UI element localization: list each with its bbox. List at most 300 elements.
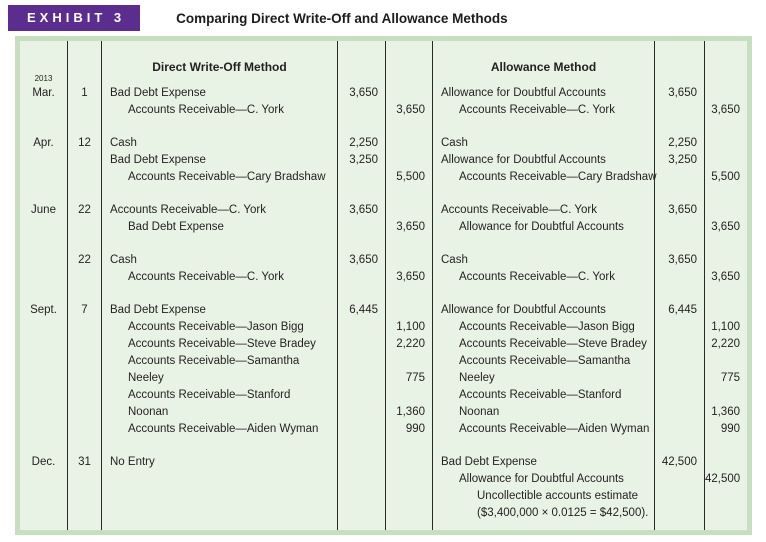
left-debit-cell	[338, 59, 386, 76]
right-debit-cell	[655, 387, 705, 404]
left-account-cell	[102, 438, 338, 454]
left-credit-cell	[386, 488, 433, 505]
left-debit-cell	[338, 286, 386, 302]
right-debit-cell	[655, 119, 705, 135]
account-title: Accounts Receivable—C. York	[459, 104, 615, 116]
left-debit-cell	[338, 119, 386, 135]
date-cell	[20, 41, 68, 59]
left-debit-cell	[338, 404, 386, 421]
left-credit-cell: 1,360	[386, 404, 433, 421]
account-title: Cash	[441, 137, 468, 149]
day-cell	[68, 438, 102, 454]
date-cell	[20, 522, 68, 530]
right-account-cell	[433, 269, 655, 286]
journal-entry-row	[20, 454, 747, 471]
right-credit-cell: 3,650	[711, 104, 740, 116]
date-cell	[20, 286, 68, 302]
account-title: Bad Debt Expense	[110, 87, 206, 99]
left-credit-cell	[386, 236, 433, 252]
right-account-cell	[433, 135, 655, 152]
left-account-cell	[102, 119, 338, 135]
account-title: Accounts Receivable—Aiden Wyman	[459, 423, 650, 435]
right-account-cell	[433, 119, 655, 135]
day-cell	[68, 269, 102, 286]
date-cell	[20, 488, 68, 505]
date-cell: 2013 Mar.	[20, 85, 68, 102]
right-debit-cell	[655, 522, 705, 530]
left-account-cell	[102, 353, 338, 370]
right-account-cell	[433, 353, 655, 370]
account-title: Neeley	[459, 372, 495, 384]
date-cell	[20, 269, 68, 286]
right-debit-cell: 3,650	[655, 252, 705, 269]
left-debit-cell	[338, 236, 386, 252]
gap-row	[20, 186, 747, 202]
exhibit-badge: EXHIBIT 3	[8, 5, 140, 31]
right-account-cell	[433, 404, 655, 421]
journal-entry-row	[20, 302, 747, 319]
journal-entry-row	[20, 387, 747, 404]
right-credit-cell: 2,220	[711, 338, 740, 350]
account-title: Accounts Receivable—Jason Bigg	[128, 321, 304, 333]
day-cell: 31	[68, 454, 102, 471]
gap-row	[20, 119, 747, 135]
journal-entry-row	[20, 74, 747, 102]
left-credit-cell	[386, 438, 433, 454]
header-bar	[0, 0, 766, 31]
right-credit-cell	[705, 85, 747, 102]
journal-entry-row	[20, 169, 747, 186]
left-credit-cell	[386, 59, 433, 76]
left-account-cell	[102, 302, 338, 319]
left-credit-cell	[386, 252, 433, 269]
right-account-cell	[433, 102, 655, 119]
left-credit-cell	[386, 85, 433, 102]
right-credit-cell	[705, 186, 747, 202]
left-account-cell	[102, 522, 338, 530]
date-cell	[20, 471, 68, 488]
account-title: Accounts Receivable—Cary Bradshaw	[128, 171, 326, 183]
right-account-cell	[433, 169, 655, 186]
right-account-cell	[433, 85, 655, 102]
right-credit-cell	[705, 236, 747, 252]
day-cell	[68, 186, 102, 202]
account-title: Accounts Receivable—Jason Bigg	[459, 321, 635, 333]
left-account-cell	[102, 85, 338, 102]
account-title: Allowance for Doubtful Accounts	[441, 304, 606, 316]
right-account-cell	[433, 252, 655, 269]
day-cell	[68, 522, 102, 530]
left-account-cell	[102, 169, 338, 186]
day-cell	[68, 404, 102, 421]
left-debit-cell: 3,650	[338, 202, 386, 219]
right-account-cell	[433, 152, 655, 169]
right-account-cell	[433, 522, 655, 530]
left-debit-cell: 6,445	[338, 302, 386, 319]
date-cell	[20, 219, 68, 236]
left-debit-cell	[338, 319, 386, 336]
right-credit-cell	[705, 438, 747, 454]
left-account-cell	[102, 336, 338, 353]
right-account-cell	[433, 302, 655, 319]
page-title: Comparing Direct Write-Off and Allowance Methods	[176, 10, 508, 26]
right-account-cell	[433, 471, 655, 488]
account-title: Cash	[110, 254, 137, 266]
account-title: Bad Debt Expense	[110, 304, 206, 316]
date-cell	[20, 353, 68, 370]
account-title: Accounts Receivable—C. York	[441, 204, 597, 216]
right-credit-cell: 1,100	[711, 321, 740, 333]
left-account-cell	[102, 102, 338, 119]
account-title: Accounts Receivable—Stanford	[128, 389, 291, 401]
right-account-cell	[433, 41, 655, 59]
account-title: Neeley	[128, 372, 164, 384]
right-credit-cell	[705, 387, 747, 404]
date-cell: Apr.	[20, 135, 68, 152]
day-cell: 1	[68, 85, 102, 102]
date-cell	[20, 152, 68, 169]
gap-row	[20, 286, 747, 302]
account-title: Cash	[441, 254, 468, 266]
journal-entry-row	[20, 488, 747, 505]
right-debit-cell	[655, 219, 705, 236]
right-credit-cell: 3,650	[711, 221, 740, 233]
right-debit-cell	[655, 186, 705, 202]
left-account-cell	[102, 488, 338, 505]
day-cell	[68, 370, 102, 387]
left-account-cell	[102, 236, 338, 252]
left-credit-cell	[386, 286, 433, 302]
left-debit-cell	[338, 76, 386, 85]
spacer-row	[20, 76, 747, 85]
left-debit-cell	[338, 387, 386, 404]
left-credit-cell	[386, 505, 433, 522]
gap-row	[20, 236, 747, 252]
right-debit-cell	[655, 319, 705, 336]
day-cell: 22	[68, 202, 102, 219]
left-credit-cell	[386, 135, 433, 152]
account-title: Bad Debt Expense	[110, 154, 206, 166]
journal-entry-row	[20, 219, 747, 236]
account-title: Allowance for Doubtful Accounts	[459, 221, 624, 233]
day-cell	[68, 505, 102, 522]
right-account-cell	[433, 219, 655, 236]
right-account-cell	[433, 438, 655, 454]
day-cell: 12	[68, 135, 102, 152]
left-debit-cell	[338, 471, 386, 488]
right-debit-cell: 42,500	[655, 454, 705, 471]
account-title: Accounts Receivable—C. York	[459, 271, 615, 283]
journal-entry-row	[20, 336, 747, 353]
account-title: Uncollectible accounts estimate	[477, 490, 639, 502]
right-debit-cell	[655, 169, 705, 186]
right-credit-cell	[705, 488, 747, 505]
right-credit-cell	[705, 152, 747, 169]
left-debit-cell	[338, 488, 386, 505]
left-credit-cell	[386, 471, 433, 488]
journal-entry-row	[20, 135, 747, 152]
date-cell	[20, 404, 68, 421]
day-cell	[68, 421, 102, 438]
left-credit-cell	[386, 152, 433, 169]
right-credit-cell	[705, 286, 747, 302]
left-debit-cell: 3,650	[338, 85, 386, 102]
method-header-left: Direct Write-Off Method	[102, 59, 338, 76]
method-header-row	[20, 59, 747, 76]
journal-entry-row	[20, 353, 747, 370]
account-title: Noonan	[459, 406, 500, 418]
date-cell	[20, 336, 68, 353]
left-debit-cell	[338, 336, 386, 353]
right-credit-cell: 3,650	[711, 271, 740, 283]
right-debit-cell: 3,650	[655, 202, 705, 219]
account-title: Accounts Receivable—Steve Bradey	[128, 338, 316, 350]
right-debit-cell: 6,445	[655, 302, 705, 319]
right-debit-cell	[655, 488, 705, 505]
left-debit-cell	[338, 454, 386, 471]
left-debit-cell	[338, 41, 386, 59]
left-account-cell	[102, 319, 338, 336]
right-credit-cell: 990	[720, 423, 740, 435]
right-account-cell	[433, 76, 655, 85]
journal-entry-row	[20, 370, 747, 387]
right-account-cell	[433, 286, 655, 302]
right-account-cell	[433, 186, 655, 202]
left-account-cell	[102, 505, 338, 522]
left-credit-cell: 5,500	[386, 169, 433, 186]
left-debit-cell	[338, 102, 386, 119]
day-cell	[68, 488, 102, 505]
journal-entry-row	[20, 421, 747, 438]
right-credit-cell	[705, 119, 747, 135]
right-credit-cell	[705, 76, 747, 85]
journal-entry-row	[20, 269, 747, 286]
account-title: Cash	[110, 137, 137, 149]
right-account-cell	[433, 454, 655, 471]
right-credit-cell	[705, 41, 747, 59]
right-account-cell	[433, 336, 655, 353]
account-title: Accounts Receivable—Aiden Wyman	[128, 423, 319, 435]
account-title: ($3,400,000 × 0.0125 = $42,500).	[477, 507, 649, 519]
right-credit-cell	[705, 505, 747, 522]
journal-entry-row	[20, 404, 747, 421]
journal-entry-row	[20, 102, 747, 119]
left-credit-cell: 3,650	[386, 102, 433, 119]
right-debit-cell	[655, 336, 705, 353]
day-cell	[68, 471, 102, 488]
right-account-cell	[433, 370, 655, 387]
day-cell	[68, 387, 102, 404]
left-credit-cell: 2,220	[386, 336, 433, 353]
left-credit-cell: 1,100	[386, 319, 433, 336]
right-credit-cell: 42,500	[705, 473, 741, 485]
left-debit-cell	[338, 421, 386, 438]
right-credit-cell	[705, 202, 747, 219]
account-title: Accounts Receivable—C. York	[128, 271, 284, 283]
left-credit-cell	[386, 387, 433, 404]
left-debit-cell: 3,250	[338, 152, 386, 169]
left-credit-cell	[386, 186, 433, 202]
right-credit-cell	[705, 454, 747, 471]
account-title: Accounts Receivable—Samantha	[128, 355, 300, 367]
journal-entry-row	[20, 252, 747, 269]
right-debit-cell	[655, 102, 705, 119]
right-debit-cell	[655, 471, 705, 488]
day-cell: 22	[68, 252, 102, 269]
left-account-cell	[102, 219, 338, 236]
spacer-row	[20, 522, 747, 530]
account-title: Bad Debt Expense	[441, 456, 537, 468]
account-title: No Entry	[110, 456, 155, 468]
right-debit-cell	[655, 236, 705, 252]
right-debit-cell: 2,250	[655, 135, 705, 152]
right-account-cell	[433, 387, 655, 404]
left-account-cell	[102, 454, 338, 471]
date-cell: Dec.	[20, 454, 68, 471]
left-credit-cell: 3,650	[386, 269, 433, 286]
right-debit-cell	[655, 41, 705, 59]
right-debit-cell	[655, 269, 705, 286]
date-cell	[20, 186, 68, 202]
year-label: 2013	[34, 74, 53, 83]
right-debit-cell	[655, 59, 705, 76]
date-cell	[20, 319, 68, 336]
account-title: Accounts Receivable—Samantha	[459, 355, 631, 367]
left-debit-cell	[338, 522, 386, 530]
left-debit-cell	[338, 438, 386, 454]
date-cell	[20, 438, 68, 454]
journal-table	[15, 36, 752, 535]
account-title: Accounts Receivable—Cary Bradshaw	[459, 171, 657, 183]
right-account-cell	[433, 421, 655, 438]
journal-entry-row	[20, 202, 747, 219]
right-credit-cell: 1,360	[711, 406, 740, 418]
account-title: Accounts Receivable—C. York	[110, 204, 266, 216]
right-credit-cell: 775	[720, 372, 740, 384]
account-title: Bad Debt Expense	[128, 221, 224, 233]
left-account-cell	[102, 252, 338, 269]
day-cell	[68, 119, 102, 135]
day-cell	[68, 76, 102, 85]
right-debit-cell: 3,250	[655, 152, 705, 169]
account-title: Allowance for Doubtful Accounts	[441, 87, 606, 99]
day-cell	[68, 41, 102, 59]
right-debit-cell	[655, 421, 705, 438]
right-account-cell	[433, 236, 655, 252]
left-debit-cell: 2,250	[338, 135, 386, 152]
day-cell	[68, 319, 102, 336]
spacer-row	[20, 41, 747, 59]
date-cell: Sept.	[20, 302, 68, 319]
day-cell	[68, 169, 102, 186]
left-account-cell	[102, 387, 338, 404]
right-debit-cell	[655, 404, 705, 421]
left-debit-cell	[338, 169, 386, 186]
left-debit-cell	[338, 353, 386, 370]
right-account-cell	[433, 488, 655, 505]
left-account-cell	[102, 370, 338, 387]
right-debit-cell	[655, 438, 705, 454]
day-cell: 7	[68, 302, 102, 319]
day-cell	[68, 353, 102, 370]
left-debit-cell	[338, 269, 386, 286]
date-cell	[20, 236, 68, 252]
left-account-cell	[102, 76, 338, 85]
right-credit-cell	[705, 135, 747, 152]
right-debit-cell	[655, 353, 705, 370]
right-credit-cell	[705, 522, 747, 530]
left-account-cell	[102, 404, 338, 421]
left-credit-cell	[386, 522, 433, 530]
account-title: Accounts Receivable—Steve Bradey	[459, 338, 647, 350]
day-cell	[68, 286, 102, 302]
journal-entry-row	[20, 152, 747, 169]
right-credit-cell	[705, 353, 747, 370]
day-cell	[68, 102, 102, 119]
day-cell	[68, 59, 102, 76]
left-credit-cell	[386, 353, 433, 370]
left-account-cell	[102, 186, 338, 202]
method-header-right: Allowance Method	[433, 59, 655, 76]
journal-entry-row	[20, 471, 747, 488]
right-debit-cell	[655, 76, 705, 85]
date-cell	[20, 102, 68, 119]
left-account-cell	[102, 152, 338, 169]
left-debit-cell: 3,650	[338, 252, 386, 269]
right-account-cell	[433, 319, 655, 336]
left-credit-cell	[386, 41, 433, 59]
left-credit-cell	[386, 202, 433, 219]
left-debit-cell	[338, 219, 386, 236]
day-cell	[68, 152, 102, 169]
left-credit-cell	[386, 119, 433, 135]
right-account-cell	[433, 202, 655, 219]
journal-entry-row	[20, 319, 747, 336]
date-cell	[20, 387, 68, 404]
gap-row	[20, 438, 747, 454]
right-account-cell	[433, 505, 655, 522]
right-debit-cell	[655, 505, 705, 522]
right-credit-cell	[705, 59, 747, 76]
account-title: Allowance for Doubtful Accounts	[441, 154, 606, 166]
left-credit-cell	[386, 302, 433, 319]
day-cell	[68, 219, 102, 236]
account-title: Noonan	[128, 406, 169, 418]
left-credit-cell	[386, 76, 433, 85]
left-credit-cell: 775	[386, 370, 433, 387]
right-debit-cell: 3,650	[655, 85, 705, 102]
journal-entry-row	[20, 505, 747, 522]
left-credit-cell: 990	[386, 421, 433, 438]
date-cell	[20, 370, 68, 387]
date-cell: June	[20, 202, 68, 219]
day-cell	[68, 236, 102, 252]
right-credit-cell	[705, 302, 747, 319]
date-cell	[20, 421, 68, 438]
left-account-cell	[102, 286, 338, 302]
left-credit-cell: 3,650	[386, 219, 433, 236]
day-cell	[68, 336, 102, 353]
right-debit-cell	[655, 370, 705, 387]
right-debit-cell	[655, 286, 705, 302]
right-credit-cell	[705, 252, 747, 269]
date-cell	[20, 169, 68, 186]
left-account-cell	[102, 471, 338, 488]
account-title: Accounts Receivable—Stanford	[459, 389, 622, 401]
left-debit-cell	[338, 186, 386, 202]
left-account-cell	[102, 202, 338, 219]
right-credit-cell: 5,500	[711, 171, 740, 183]
